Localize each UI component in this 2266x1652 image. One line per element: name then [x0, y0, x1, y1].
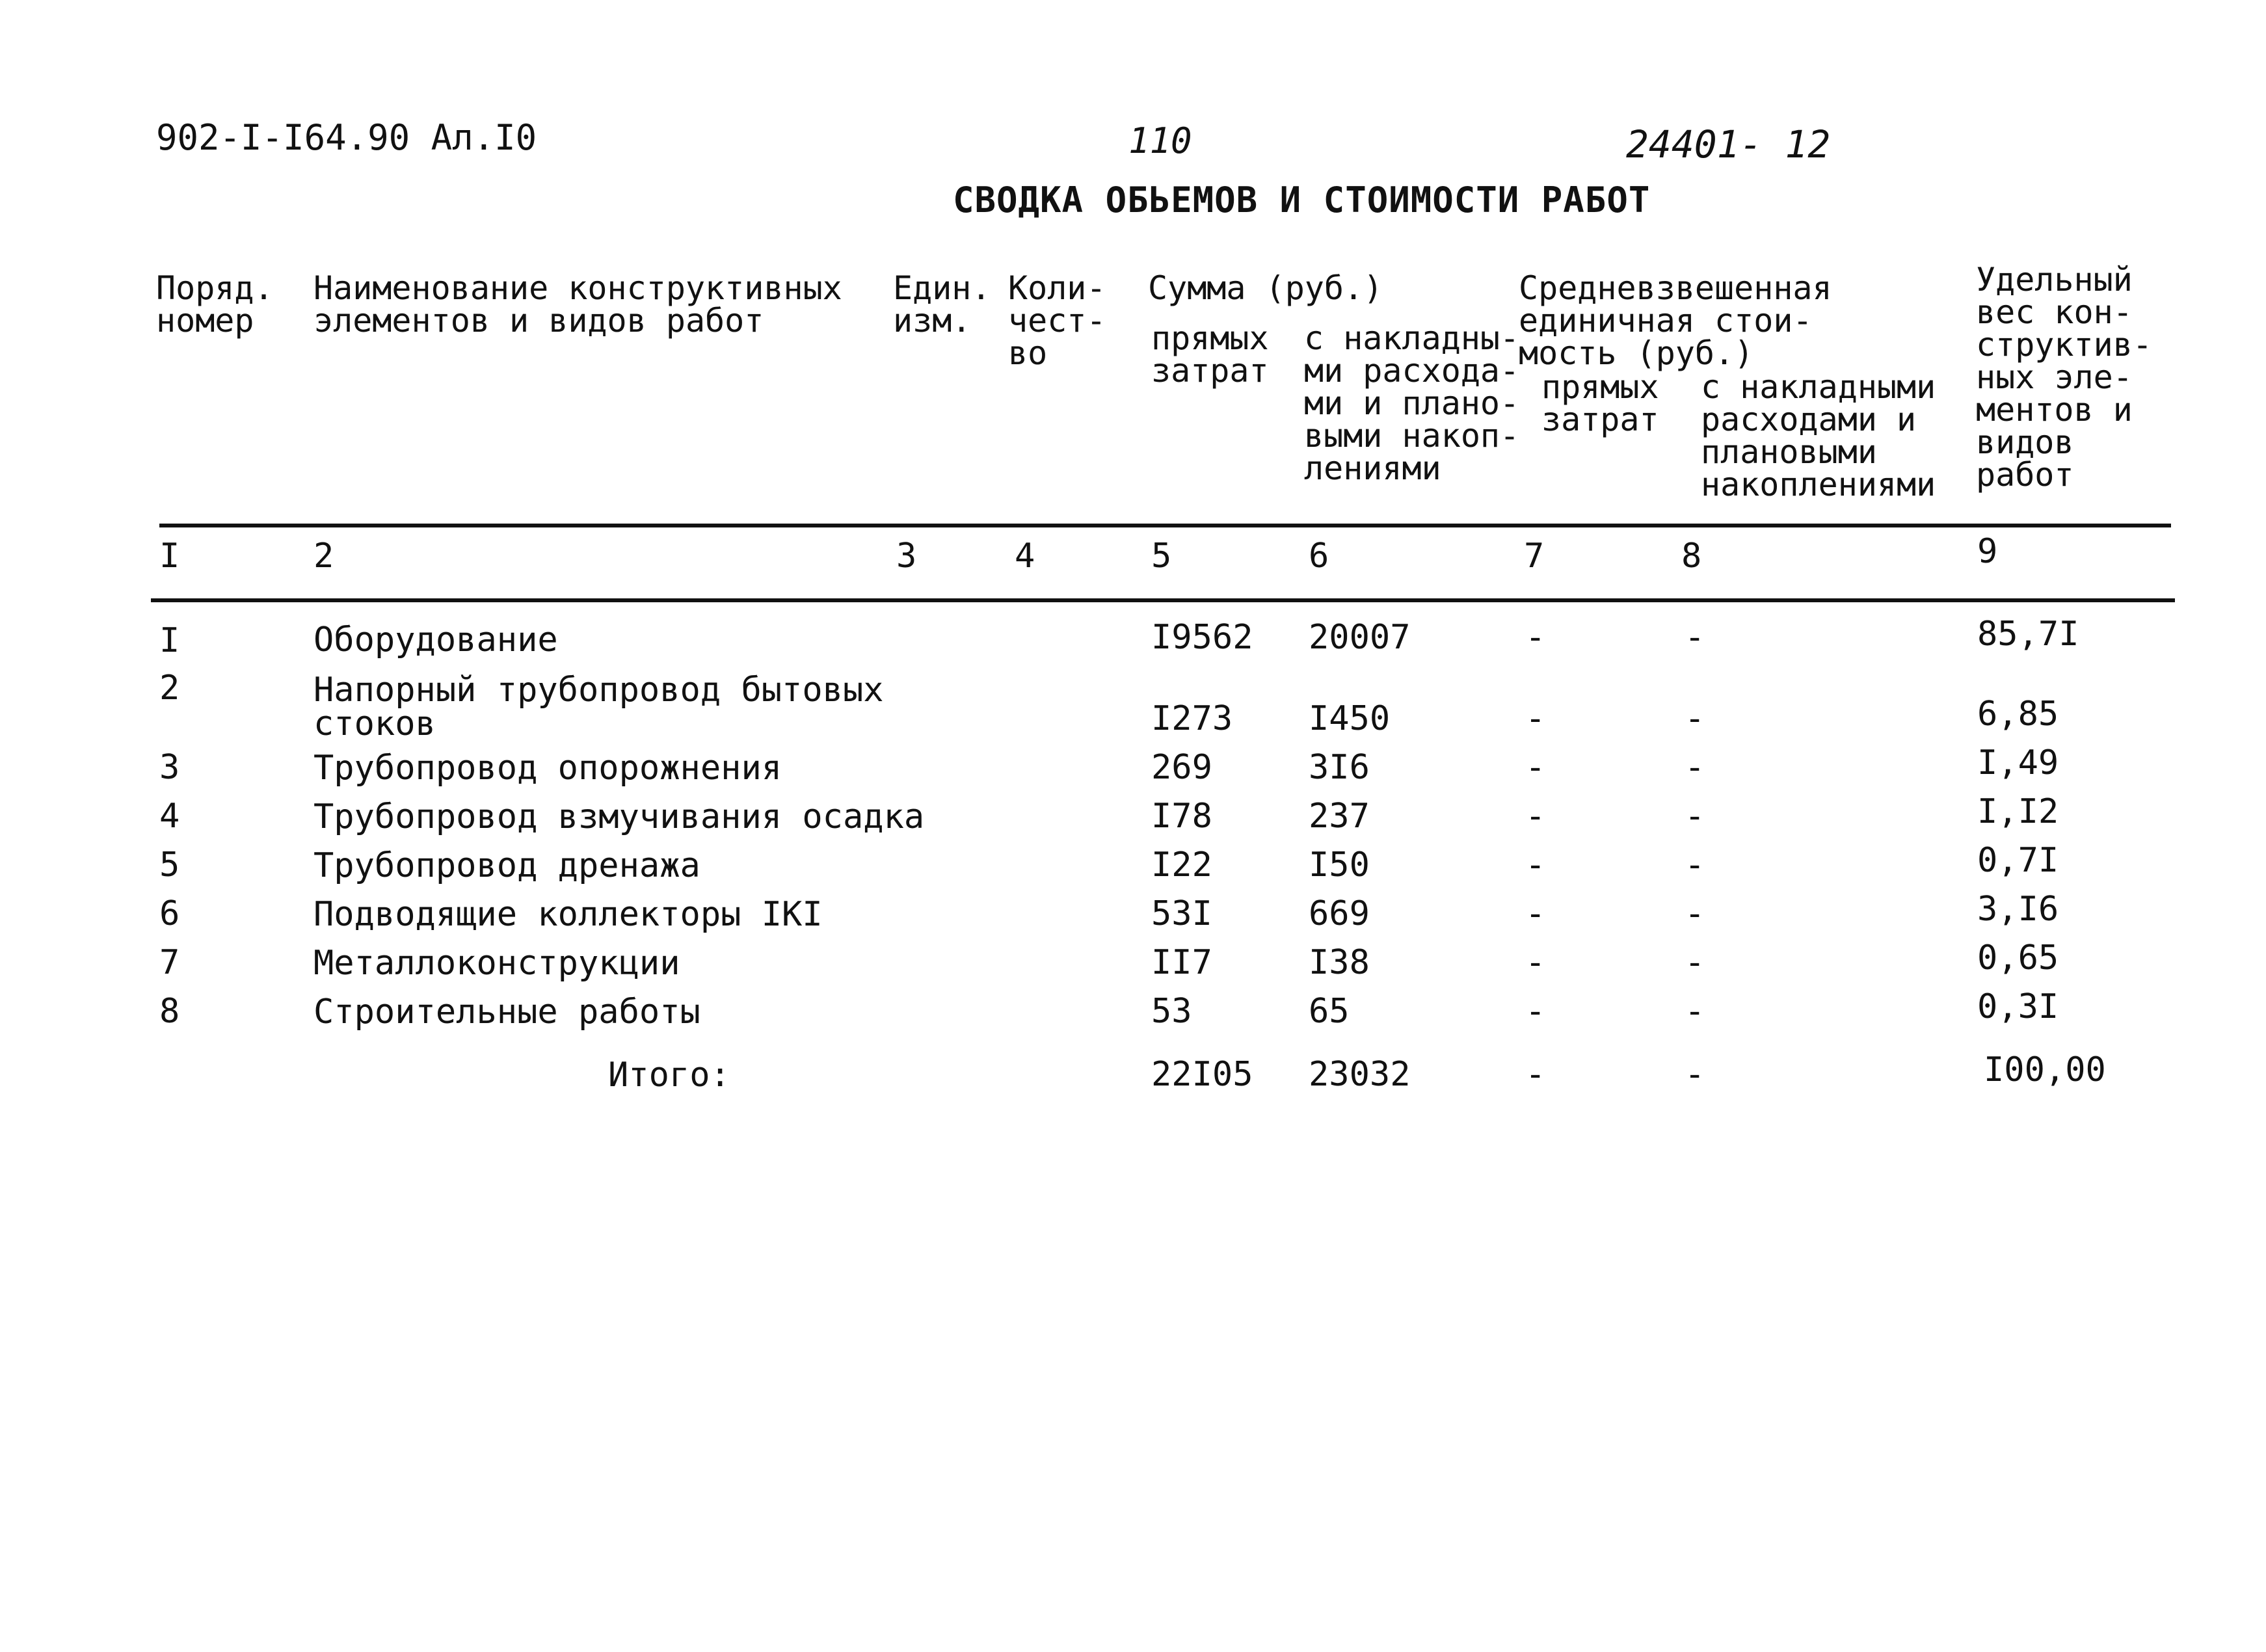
row-overhead-cost: 3I6 [1309, 748, 1370, 787]
col-header-name: Наименование конструктивных элементов и видов работ [313, 269, 842, 340]
row-overhead-cost: I50 [1309, 846, 1370, 885]
row-avg-direct: - [1525, 797, 1546, 836]
column-number: 2 [313, 537, 334, 576]
column-number: 6 [1309, 537, 1329, 576]
row-name: Оборудование [313, 620, 558, 659]
row-specific-weight: 6,85 [1977, 695, 2059, 734]
row-name: Трубопровод дренажа [313, 846, 700, 885]
total-avg-overhead: - [1685, 1055, 1705, 1094]
row-overhead-cost: 669 [1309, 894, 1370, 933]
row-name: Напорный трубопровод бытовых стоков [313, 671, 884, 743]
row-specific-weight: 0,65 [1977, 939, 2059, 978]
col-header-with-overhead: с накладны- ми расхода- ми и плано- выми накоп- лениями [1304, 319, 1520, 487]
archive-number: 24401- 12 [1626, 122, 1831, 167]
col-header-direct-costs: прямых затрат [1151, 319, 1269, 390]
row-avg-direct: - [1525, 894, 1546, 933]
total-direct-cost: 22I05 [1151, 1055, 1253, 1094]
col-header-unit: Един. изм. [893, 269, 991, 340]
row-specific-weight: I,I2 [1977, 792, 2059, 831]
col-header-order-number: Поряд. номер [156, 269, 274, 340]
row-specific-weight: 3,I6 [1977, 890, 2059, 929]
row-avg-overhead: - [1685, 797, 1705, 836]
row-direct-cost: 269 [1151, 748, 1212, 787]
row-avg-overhead: - [1685, 699, 1705, 738]
row-overhead-cost: 20007 [1309, 618, 1411, 657]
row-avg-direct: - [1525, 992, 1546, 1031]
col-header-avg-direct: прямых затрат [1541, 368, 1659, 438]
total-label: Итого: [608, 1056, 730, 1095]
header-rule-top [159, 524, 2171, 527]
column-number: 7 [1524, 537, 1545, 576]
row-number: 3 [159, 748, 180, 787]
page-number: 110 [1128, 120, 1192, 161]
document-code: 902-I-I64.90 Ал.I0 [156, 117, 537, 158]
row-specific-weight: 0,3I [1977, 987, 2059, 1026]
row-number: I [159, 621, 180, 660]
row-avg-direct: - [1525, 748, 1546, 787]
row-direct-cost: I273 [1151, 699, 1233, 738]
row-number: 2 [159, 669, 180, 708]
row-direct-cost: 53I [1151, 894, 1212, 933]
row-avg-overhead: - [1685, 943, 1705, 982]
row-avg-overhead: - [1685, 992, 1705, 1031]
row-avg-overhead: - [1685, 894, 1705, 933]
header-rule-bottom [151, 598, 2175, 602]
row-number: 6 [159, 894, 180, 933]
row-direct-cost: I9562 [1151, 618, 1253, 657]
row-specific-weight: 85,7I [1977, 615, 2079, 654]
row-direct-cost: 53 [1151, 992, 1192, 1031]
column-number: 4 [1015, 537, 1035, 576]
row-specific-weight: 0,7I [1977, 841, 2059, 880]
col-header-quantity: Коли- чест- во [1008, 269, 1106, 372]
column-number: 8 [1681, 537, 1702, 576]
column-number: 9 [1977, 532, 1998, 571]
row-name: Подводящие коллекторы IKI [313, 895, 823, 934]
row-direct-cost: II7 [1151, 943, 1212, 982]
row-avg-direct: - [1525, 618, 1546, 657]
row-avg-overhead: - [1685, 846, 1705, 885]
row-avg-direct: - [1525, 699, 1546, 738]
row-number: 7 [159, 943, 180, 982]
total-avg-direct: - [1525, 1055, 1546, 1094]
page-title: СВОДКА ОБЬЕМОВ И СТОИМОСТИ РАБОТ [953, 180, 1651, 220]
col-header-sum-group: Сумма (руб.) [1148, 269, 1383, 307]
col-header-avg-overhead: с накладными расходами и плановыми накоплениями [1701, 368, 1936, 503]
row-number: 4 [159, 797, 180, 836]
row-direct-cost: I78 [1151, 797, 1212, 836]
total-overhead-cost: 23032 [1309, 1055, 1411, 1094]
row-avg-direct: - [1525, 943, 1546, 982]
total-specific-weight: I00,00 [1984, 1050, 2106, 1089]
column-number: 5 [1151, 537, 1172, 576]
row-overhead-cost: 237 [1309, 797, 1370, 836]
row-direct-cost: I22 [1151, 846, 1212, 885]
col-header-weighted-avg-group: Средневзвешенная единичная стои- мость (руб.) [1519, 269, 1832, 372]
column-number: I [159, 537, 180, 576]
col-header-specific-weight: Удельный вес кон- структив- ных эле- ментов и видов работ [1976, 261, 2152, 494]
row-number: 5 [159, 846, 180, 885]
row-name: Трубопровод опорожнения [313, 749, 782, 788]
row-name: Трубопровод взмучивания осадка [313, 797, 925, 836]
row-overhead-cost: I38 [1309, 943, 1370, 982]
row-avg-direct: - [1525, 846, 1546, 885]
row-specific-weight: I,49 [1977, 743, 2059, 782]
row-number: 8 [159, 992, 180, 1031]
column-number: 3 [896, 537, 917, 576]
row-avg-overhead: - [1685, 618, 1705, 657]
row-name: Строительные работы [313, 993, 700, 1032]
row-overhead-cost: 65 [1309, 992, 1350, 1031]
row-overhead-cost: I450 [1309, 699, 1391, 738]
row-name: Металлоконструкции [313, 944, 680, 983]
row-avg-overhead: - [1685, 748, 1705, 787]
